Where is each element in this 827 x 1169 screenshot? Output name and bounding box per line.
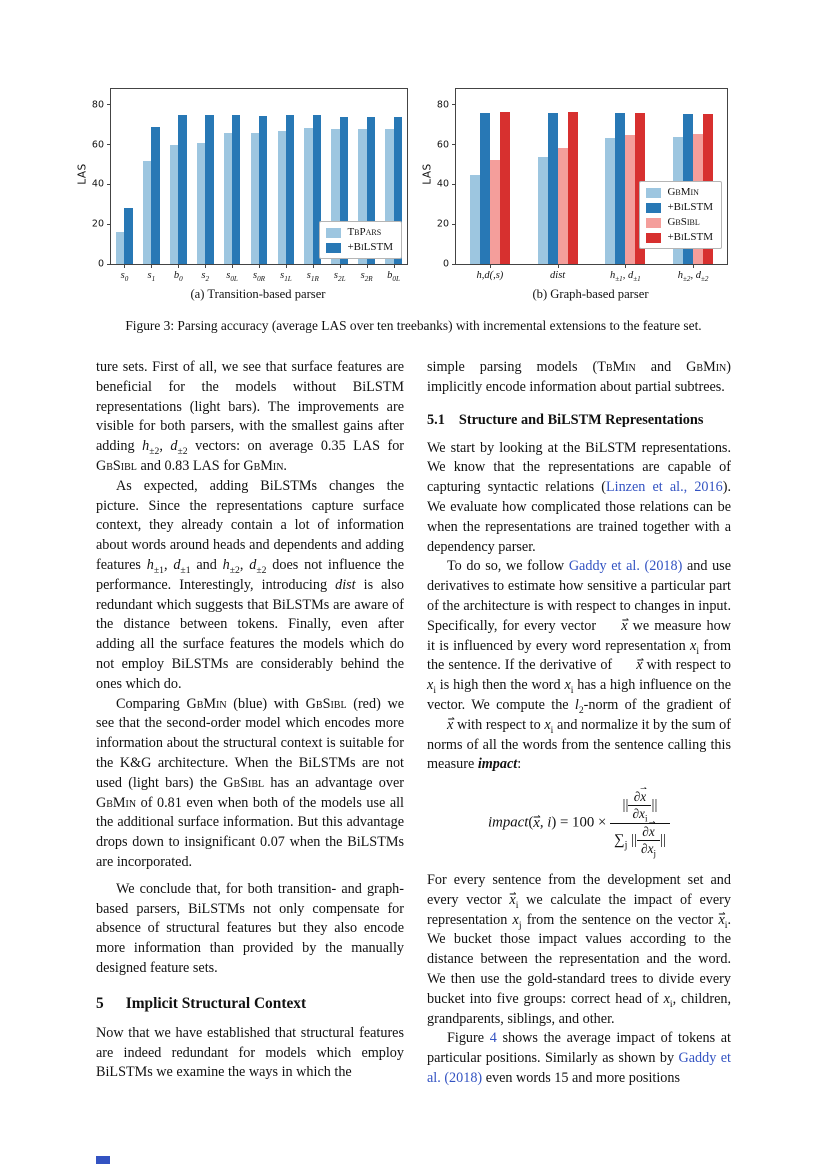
bar-tbpars-3 [197,143,205,264]
bar-gbmin-2 [605,138,615,264]
chart-transition-based-parser [76,88,408,302]
x-tick-mark [625,264,626,268]
bar-bilstm-6 [286,115,294,264]
x-tick-mark [124,264,125,268]
bar-gbsibl-0 [490,160,500,264]
x-tick-label: $s_{0L}$ [226,270,238,284]
bar-gbsibl-2 [625,135,635,264]
x-tick-mark [313,264,314,268]
y-tick-mark [107,184,111,185]
y-tick-label: 80 [91,99,104,111]
legend-entry [646,231,713,244]
legend [319,221,402,259]
y-tick-label: 0 [442,258,449,270]
bar-bilstm-1 [548,113,558,264]
bar-tbpars-2 [170,145,178,264]
legend-entry [646,186,713,199]
bar-gbmin-0 [470,175,480,264]
bar-tbpars-5 [251,133,259,264]
bar-bilstm-1 [151,127,159,264]
y-tick-mark [452,224,456,225]
chart-subcaption: (a) Transition-based parser [190,287,326,301]
bar-gbmin-1 [538,157,548,264]
legend-swatch [646,218,661,228]
y-tick-label: 20 [436,218,449,230]
y-tick-mark [107,264,111,265]
x-tick-mark [286,264,287,268]
y-tick-mark [107,104,111,105]
citation-link[interactable]: Gaddy et al. (2018) [427,1050,731,1087]
bar-tbpars-4 [224,133,232,264]
y-tick-mark [452,144,456,145]
y-tick-mark [452,104,456,105]
x-tick-label: $s_{0R}$ [252,270,266,284]
legend-label: +BiLSTM [667,231,713,243]
x-tick-mark [394,264,395,268]
y-tick-mark [452,264,456,265]
y-tick-label: 60 [436,139,449,151]
legend-label: +BiLSTM [667,201,713,213]
legend-swatch [646,188,661,198]
bar-bilstm-0 [500,112,510,264]
x-tick-mark [340,264,341,268]
paragraph: ture sets. First of all, we see that surface features are beneficial for the models without BiLSTM representations (light bars). The improvements are visible for both parsers, with the smallest gains after adding $h_{\pm 2}$, $d_{\pm 2}$ vectors: on average 0.35 LAS for GbSibl and 0.83 LAS for GbMin. [96,359,405,474]
citation-link[interactable]: 4 [489,1030,497,1047]
paragraph: To do so, we follow Gaddy et al. (2018) and use derivatives to estimate how sensitive a particular part of the architecture is with respect to changes in input. Specifically, for every vector x ⇀ we measure how it is influenced by every word representation $x_i$ from the sentence. If the derivative of x ⇀ with respect to $x_i$ is high then the word $x_i$ has a high influence on the vector. We compute the $l_2$-norm of the gradient of x ⇀ with respect to $x_i$ and normalize it by the sum of norms of all the words from the sentence calling this measure impact: [427,557,731,775]
y-tick-label: 80 [436,99,449,111]
x-tick-label: $h_{\pm 1}$, $d_{\pm 1}$ [610,270,641,284]
x-tick-mark [205,264,206,268]
legend-swatch [646,233,661,243]
x-tick-label: $s_{1R}$ [306,270,319,284]
legend [639,181,722,249]
x-tick-mark [367,264,368,268]
plot-area [91,88,408,284]
section-heading [96,994,404,1014]
citation-link[interactable]: Linzen et al., 2016 [605,479,723,496]
chart-subcaption: (b) Graph-based parser [532,287,649,301]
y-tick-label: 60 [91,139,104,151]
paragraph: Now that we have established that structural features are indeed redundant for models which employ BiLSTMs we examine the ways in which the [96,1024,404,1081]
bar-tbpars-0 [116,232,124,264]
x-tick-label: dist [550,270,566,281]
paragraph: We start by looking at the BiLSTM representations. We know that the representations are capable of capturing syntactic relations (Linzen et al., 2016). We evaluate how complicated those relations can be when the representations are trained together with a dependency parser. [427,439,731,555]
x-tick-label: $b_0$ [173,270,183,284]
x-tick-mark [490,264,491,268]
paragraph: As expected, adding BiLSTMs changes the picture. Since the representations capture surface context, they already contain a lot of information about words around heads and dependents and adding features $h_{\pm 1}$, $d_{\pm 1}$ and $h_{\pm 2}$, $d_{\pm 2}$ does not influence the performance. Interestingly, introducing dist is also redundant which suggests that BiLSTMs are aware of the distance between tokens. Finally, even after adding all the surface features the models which do not employ BiLSTMs are considerably behind the ones which do. [96,477,404,692]
x-tick-mark [558,264,559,268]
x-tick-label: $s_{1L}$ [280,270,292,284]
bar-bilstm-2 [178,115,186,264]
x-tick-mark [232,264,233,268]
subsection-heading [427,411,731,430]
bar-bilstm-0 [480,113,490,264]
legend-label: GbSibl [667,216,700,228]
x-tick-mark [151,264,152,268]
plot-area [436,88,728,284]
legend-swatch [326,243,341,253]
legend-swatch [646,203,661,213]
x-tick-label: $s_1$ [147,270,156,284]
y-tick-mark [452,184,456,185]
section-title: Implicit Structural Context [125,994,307,1012]
citation-link[interactable]: Gaddy et al. (2018) [568,558,683,575]
equation-impact: impact(x ⇀, i) = 100 × || $\frac{\partial x ⇀}{\partial x_i}$ || $\sum_j$ || $\frac{\partial x ⇀}{\partial x_j}$ || [427,789,731,857]
legend-entry [646,201,713,214]
left-column [96,358,404,1083]
chart-graph-based-parser [421,88,728,302]
bar-tbpars-7 [304,128,312,264]
bar-bilstm-4 [232,115,240,264]
y-axis-label: LAS [76,163,89,185]
x-tick-label: h,d(,s) [476,270,504,281]
legend-label: GbMin [667,186,699,198]
y-tick-label: 40 [91,178,104,190]
x-tick-mark [178,264,179,268]
y-tick-label: 40 [436,178,449,190]
legend-entry [326,226,393,239]
y-axis-label: LAS [421,163,434,185]
bar-gbsibl-1 [558,148,568,264]
bar-bilstm-5 [259,116,267,264]
paragraph: For every sentence from the development set and every vector x $⇀_i$ we calculate the impact of every representation $x_j$ from the sentence on the vector x $⇀_i$. We bucket those impact values according to the distance between the representation and the word. We then use the gold-standard trees to divide every bucket into five groups: correct head of $x_i$, children, grandparents, siblings, and other. [427,871,731,1029]
y-tick-label: 20 [91,218,104,230]
x-tick-mark [693,264,694,268]
right-column [427,358,731,1089]
x-tick-label: $s_{2L}$ [333,270,346,284]
y-tick-label: 0 [97,258,104,270]
legend-swatch [326,228,341,238]
y-tick-mark [107,144,111,145]
x-tick-label: $h_{\pm 2}$, $d_{\pm 2}$ [677,270,709,284]
section-number: 5.1 [427,411,445,428]
bar-bilstm-3 [205,115,213,264]
figure-3 [0,88,827,318]
legend-label: TbPars [347,226,382,238]
bar-tbpars-1 [143,161,151,264]
legend-entry [326,241,393,254]
paragraph: Figure 4 shows the average impact of tokens at particular positions. Similarly as shown by Gaddy et al. (2018) even words 15 and more positions [427,1030,731,1087]
bar-bilstm-1 [568,112,578,264]
bar-bilstm-0 [124,208,132,264]
x-tick-label: $s_0$ [120,270,129,284]
bar-bilstm-2 [615,113,625,264]
paragraph: Comparing GbMin (blue) with GbSibl (red) we see that the second-order model which encodes more information about the structural context is suitable for the K&G architecture. When the BiLSTMs are not used (light bars) the GbSibl has an advantage over GbMin of 0.81 even when both of the models use all the additional surface information. But this advantage drops down to insignificant 0.07 when the BiLSTMs are incorporated. [96,695,404,870]
bar-tbpars-6 [278,131,286,264]
footer-link-mark [96,1156,110,1164]
paragraph: simple parsing models (TbMin and GbMin) implicitly encode information about partial subtrees. [427,359,731,395]
section-number: 5 [96,994,104,1012]
x-tick-label: $s_2$ [201,270,209,284]
figure-caption: Figure 3: Parsing accuracy (average LAS over ten treebanks) with incremental extensions to the feature set. [125,318,702,333]
x-tick-mark [259,264,260,268]
legend-entry [646,216,713,229]
x-tick-label: $b_{0L}$ [387,270,400,284]
paragraph: We conclude that, for both transition- and graph-based parsers, BiLSTMs not only compensate for absence of structural features but they also encode more information than provided by the manually designed feature sets. [96,880,404,976]
legend-label: +BiLSTM [347,241,393,253]
section-title: Structure and BiLSTM Representations [458,411,704,428]
x-tick-label: $s_{2R}$ [360,270,373,284]
y-tick-mark [107,224,111,225]
